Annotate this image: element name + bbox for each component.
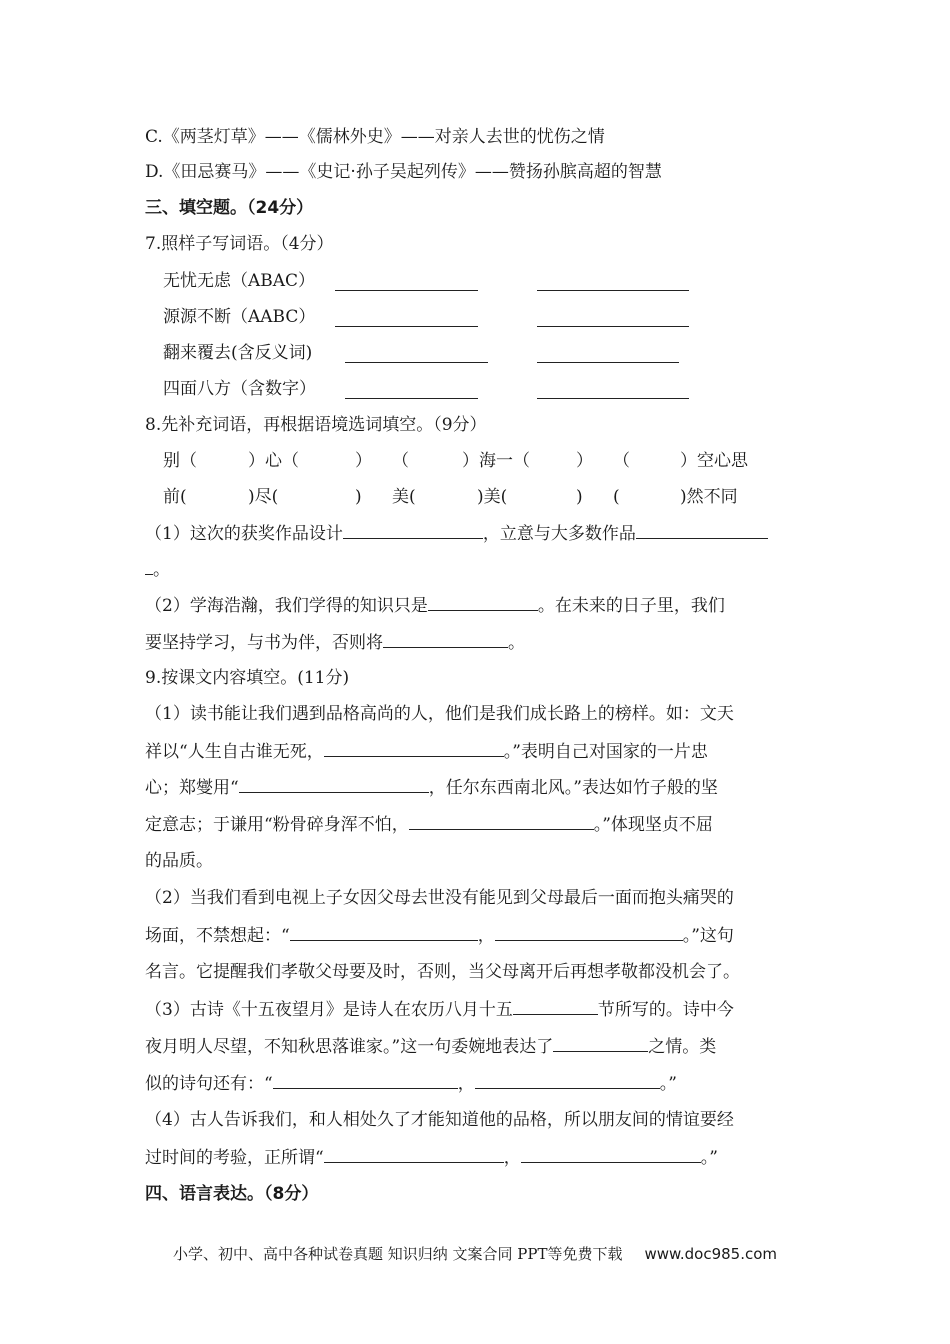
answer-blank[interactable]	[636, 520, 768, 539]
q8-word-4c: )	[355, 487, 362, 507]
answer-blank[interactable]	[513, 996, 598, 1015]
q7-blank[interactable]	[345, 344, 488, 363]
q9-p2-line1: （2）当我们看到电视上子女因父母去世没有能见到父母最后一面而抱头痛哭的	[145, 888, 734, 908]
answer-blank[interactable]	[553, 1033, 648, 1052]
q8-word-3b: ）空心思	[680, 451, 748, 471]
q8-sentence-1: （1）这次的获奖作品设计 ，立意与大多数作品	[145, 520, 810, 547]
q7-blank[interactable]	[537, 272, 689, 291]
answer-blank[interactable]	[475, 1070, 660, 1089]
q9-p4-line2: 过时间的考验，正所谓“ ， 。”	[145, 1144, 810, 1171]
q8-sentence-2: （2）学海浩瀚，我们学得的知识只是 。在未来的日子里，我们	[145, 592, 810, 619]
q8-word-5b: )美(	[477, 487, 508, 507]
answer-blank[interactable]	[521, 1144, 701, 1163]
page-footer	[0, 1243, 950, 1264]
q9-p1-line2: 祥以“人生自古谁无死， 。”表明自己对国家的一片忠	[145, 738, 810, 765]
answer-blank[interactable]	[290, 922, 478, 941]
option-c: C.《两茎灯草》——《儒林外史》——对亲人去世的忧伤之情	[145, 127, 605, 147]
q7-blank[interactable]	[335, 272, 478, 291]
q8-word-6a: (	[613, 487, 620, 507]
q8-sentence-1-cont: 。	[145, 556, 810, 583]
q8-word-2a: （	[392, 451, 409, 471]
option-d: D.《田忌赛马》——《史记·孙子吴起列传》——赞扬孙膑高超的智慧	[145, 162, 662, 182]
q9-p2-line3: 名言。它提醒我们孝敬父母要及时，否则，当父母离开后再想孝敬都没机会了。	[145, 962, 740, 982]
q9-p3-line1: （3）古诗《十五夜望月》是诗人在农历八月十五 节所写的。诗中今	[145, 996, 810, 1023]
q7-blank[interactable]	[537, 380, 689, 399]
footer-link[interactable]: www.doc985.com	[644, 1245, 778, 1263]
q9-p1-line3: 心；郑燮用“ ，任尔东西南北风。”表达如竹子般的坚	[145, 774, 810, 801]
q8-word-5c: )	[576, 487, 583, 507]
q8-word-6b: )然不同	[680, 487, 738, 507]
answer-blank[interactable]	[409, 811, 594, 830]
q8-word-1a: 别（	[163, 451, 197, 471]
answer-blank[interactable]	[145, 556, 153, 575]
section-3-heading: 三、填空题。（24分）	[145, 198, 314, 218]
q8-word-2b: ）海一（	[462, 451, 530, 471]
answer-blank[interactable]	[495, 922, 683, 941]
q7-blank[interactable]	[537, 344, 679, 363]
footer-text: 小学、初中、高中各种试卷真题 知识归纳 文案合同 PPT等免费下载	[172, 1245, 623, 1263]
q9-p2-line2: 场面，不禁想起：“ ， 。”这句	[145, 922, 810, 949]
q9-p4-line1: （4）古人告诉我们，和人相处久了才能知道他的品格，所以朋友间的情谊要经	[145, 1110, 734, 1130]
q8-sentence-2-cont: 要坚持学习，与书为伴，否则将 。	[145, 629, 810, 656]
q8-word-4b: )尽(	[248, 487, 279, 507]
answer-blank[interactable]	[324, 1144, 504, 1163]
q8-word-1c: ）	[355, 451, 372, 471]
section-4-heading: 四、语言表达。（8分）	[145, 1184, 319, 1204]
answer-blank[interactable]	[324, 738, 504, 757]
q9-p3-line2: 夜月明人尽望，不知秋思落谁家。”这一句委婉地表达了 之情。类	[145, 1033, 810, 1060]
q9-p3-line3: 似的诗句还有：“ ， 。”	[145, 1070, 810, 1097]
q9-p1-line1: （1）读书能让我们遇到品格高尚的人，他们是我们成长路上的榜样。如：文天	[145, 704, 734, 724]
q9-p1-line5: 的品质。	[145, 851, 213, 871]
answer-blank[interactable]	[343, 520, 483, 539]
q7-example-4: 四面八方（含数字）	[163, 379, 316, 399]
q7-blank[interactable]	[537, 308, 689, 327]
q8-word-3a: （	[613, 451, 630, 471]
q9-title: 9.按课文内容填空。(11分)	[145, 668, 350, 688]
q8-word-5a: 美(	[392, 487, 416, 507]
q8-word-1b: ）心（	[248, 451, 299, 471]
q7-example-1: 无忧无虑（ABAC）	[163, 271, 316, 291]
q8-title: 8.先补充词语，再根据语境选词填空。（9分）	[145, 415, 487, 435]
q7-example-2: 源源不断（AABC）	[163, 307, 316, 327]
q7-title: 7.照样子写词语。（4分）	[145, 234, 334, 254]
q7-blank[interactable]	[335, 308, 478, 327]
answer-blank[interactable]	[239, 774, 429, 793]
q7-blank[interactable]	[345, 380, 478, 399]
q8-word-4a: 前(	[163, 487, 187, 507]
q9-p1-line4: 定意志；于谦用“粉骨碎身浑不怕， 。”体现坚贞不屈	[145, 811, 810, 838]
answer-blank[interactable]	[383, 629, 508, 648]
answer-blank[interactable]	[273, 1070, 458, 1089]
answer-blank[interactable]	[428, 592, 538, 611]
q8-word-2c: ）	[576, 451, 593, 471]
q7-example-3: 翻来覆去(含反义词)	[163, 343, 313, 363]
